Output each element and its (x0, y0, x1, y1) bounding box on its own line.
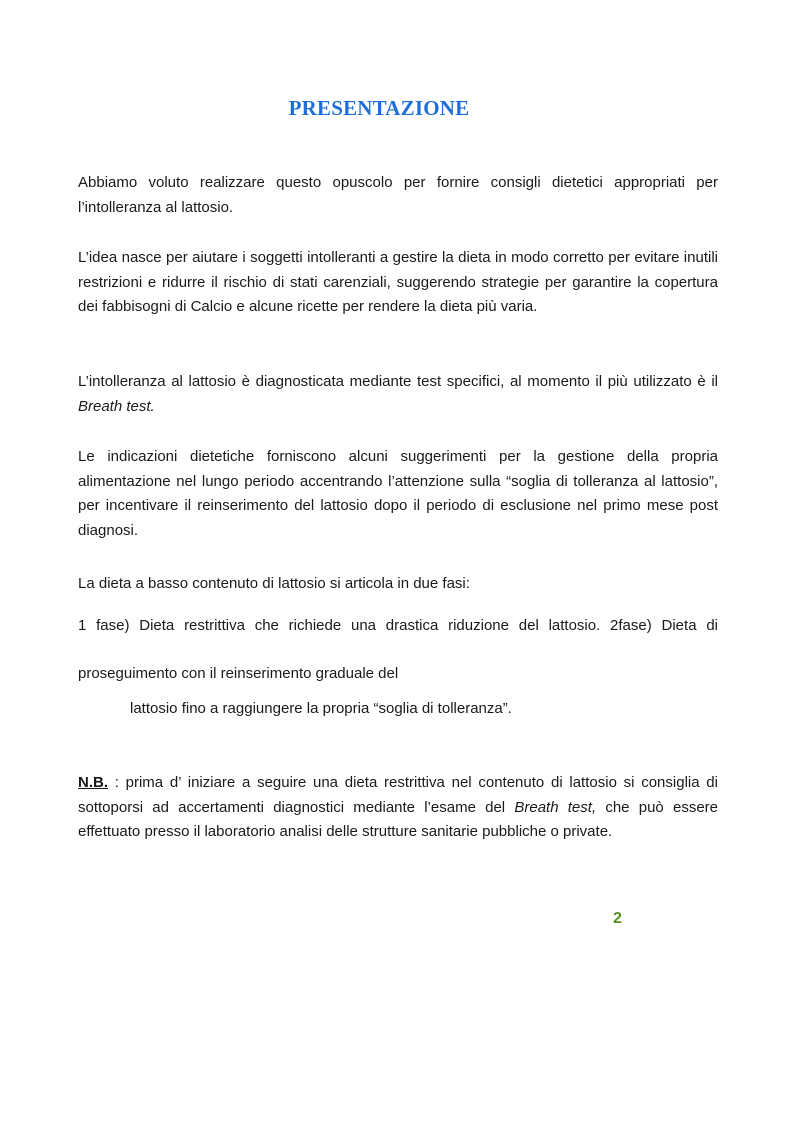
breath-test-term: Breath test. (78, 397, 155, 415)
paragraph-intro: Abbiamo voluto realizzare questo opuscolo per fornire consigli dietetici appropriati per l’intolleranza al lattosio. (78, 174, 718, 216)
paragraph-idea: L’idea nasce per aiutare i soggetti intolleranti a gestire la dieta in modo corretto per evitare inutili restrizioni e ridurre il rischio di stati carenziali, suggerendo strategie per garantire la copertura dei fabbisogni di Calcio e alcune ricette per rendere la dieta più varia. (78, 249, 718, 315)
page-title: PRESENTAZIONE (288, 96, 470, 120)
note-paragraph (78, 771, 718, 845)
note-label: N.B. (78, 774, 108, 791)
phase-line-3: lattosio fino a raggiungere la propria “soglia di tolleranza”. (130, 700, 512, 717)
phase-line-2: proseguimento con il reinserimento graduale del (78, 665, 399, 682)
phase-line-1: 1 fase) Dieta restrittiva che richiede una drastica riduzione del lattosio. 2fase) Dieta di (78, 617, 718, 634)
paragraph-phases-intro: La dieta a basso contenuto di lattosio si articola in due fasi: (78, 575, 470, 592)
paragraph-diagnosis (78, 370, 718, 419)
note-text-before: : prima d’ iniziare a seguire una dieta restrittiva nel contenuto di lattosio si consiglia di sottoporsi ad accertamenti diagnostici mediante l’esame del (78, 774, 718, 816)
paragraph-indications: Le indicazioni dietetiche forniscono alcuni suggerimenti per la gestione della propria alimentazione nel lungo periodo accentrando l’attenzione sulla “soglia di tolleranza al lattosio”, per incentivare il reinserimento del lattosio dopo il periodo di esclusione nel primo mese post diagnosi. (78, 448, 718, 539)
note-italic-term: Breath test, (514, 798, 597, 816)
paragraph-diagnosis-text: L’intolleranza al lattosio è diagnosticata mediante test specifici, al momento il più utilizzato è il (78, 373, 718, 390)
page-number: 2 (613, 910, 622, 927)
note-text-after: che può essere effettuato presso il laboratorio analisi delle strutture sanitarie pubbliche o private. (78, 798, 718, 840)
